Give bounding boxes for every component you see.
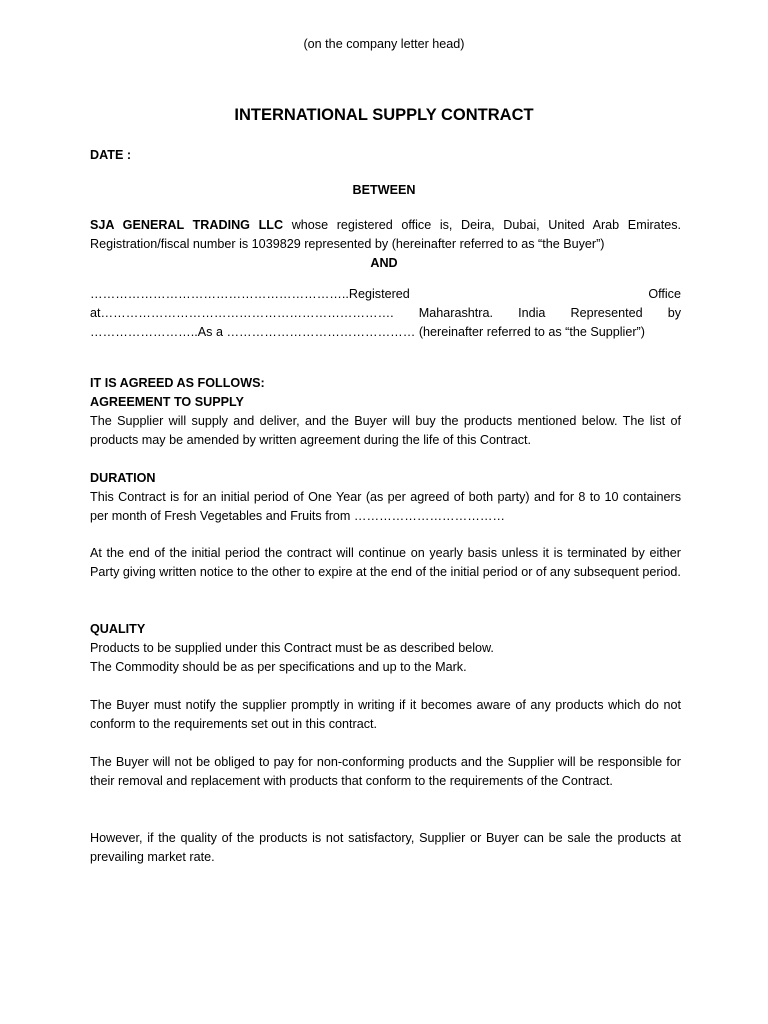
quality-line-2: The Commodity should be as per specifications and up to the Mark. [90, 660, 467, 674]
buyer-details: whose registered office is, Deira, Dubai, United Arab Emirates. Registration/fiscal number is 1039829 represented by (hereinafter referred to as “the Buyer”) [90, 218, 681, 251]
buyer-name: SJA GENERAL TRADING LLC [90, 218, 284, 232]
and-heading: AND [370, 256, 398, 270]
supply-text: The Supplier will supply and deliver, and the Buyer will buy the products mentioned below. The list of products may be amended by written agreement during the life of this Contract. [90, 414, 681, 447]
quality-notify-text: The Buyer must notify the supplier promptly in writing if it becomes aware of any products which do not conform to the requirements set out in this contract. [90, 698, 681, 731]
quality-line-1: Products to be supplied under this Contract must be as described below. [90, 641, 494, 655]
duration-renewal-text: At the end of the initial period the contract will continue on yearly basis unless it is terminated by either Party giving written notice to the other to expire at the end of the initial period or of any subsequent period. [90, 546, 681, 579]
quality-market-rate-text: However, if the quality of the products is not satisfactory, Supplier or Buyer can be sale the products at prevailing market rate. [90, 831, 681, 864]
supply-heading: AGREEMENT TO SUPPLY [90, 395, 244, 409]
duration-text: This Contract is for an initial period of One Year (as per agreed of both party) and for 8 to 10 containers per month of Fresh Vegetables and Fruits from ……………………………… [90, 490, 681, 523]
between-heading: BETWEEN [352, 183, 416, 197]
supplier-clause: ……………………………………………………..Registered Office at……………………………………………………………. Maharashtra. India Represented by ……………………..As a ……………………………………… (hereinafter referred to as “the Supplier”) [90, 287, 681, 339]
duration-heading: DURATION [90, 471, 156, 485]
quality-nonconforming-text: The Buyer will not be obliged to pay for non-conforming products and the Supplier will be responsible for their removal and replacement with products that conform to the requirements of the Contract. [90, 755, 681, 788]
agreed-heading: IT IS AGREED AS FOLLOWS: [90, 376, 265, 390]
date-label: DATE : [90, 148, 132, 162]
document-title: INTERNATIONAL SUPPLY CONTRACT [234, 106, 534, 124]
letterhead-note: (on the company letter head) [303, 37, 465, 51]
buyer-clause [90, 216, 681, 254]
quality-heading: QUALITY [90, 622, 146, 636]
